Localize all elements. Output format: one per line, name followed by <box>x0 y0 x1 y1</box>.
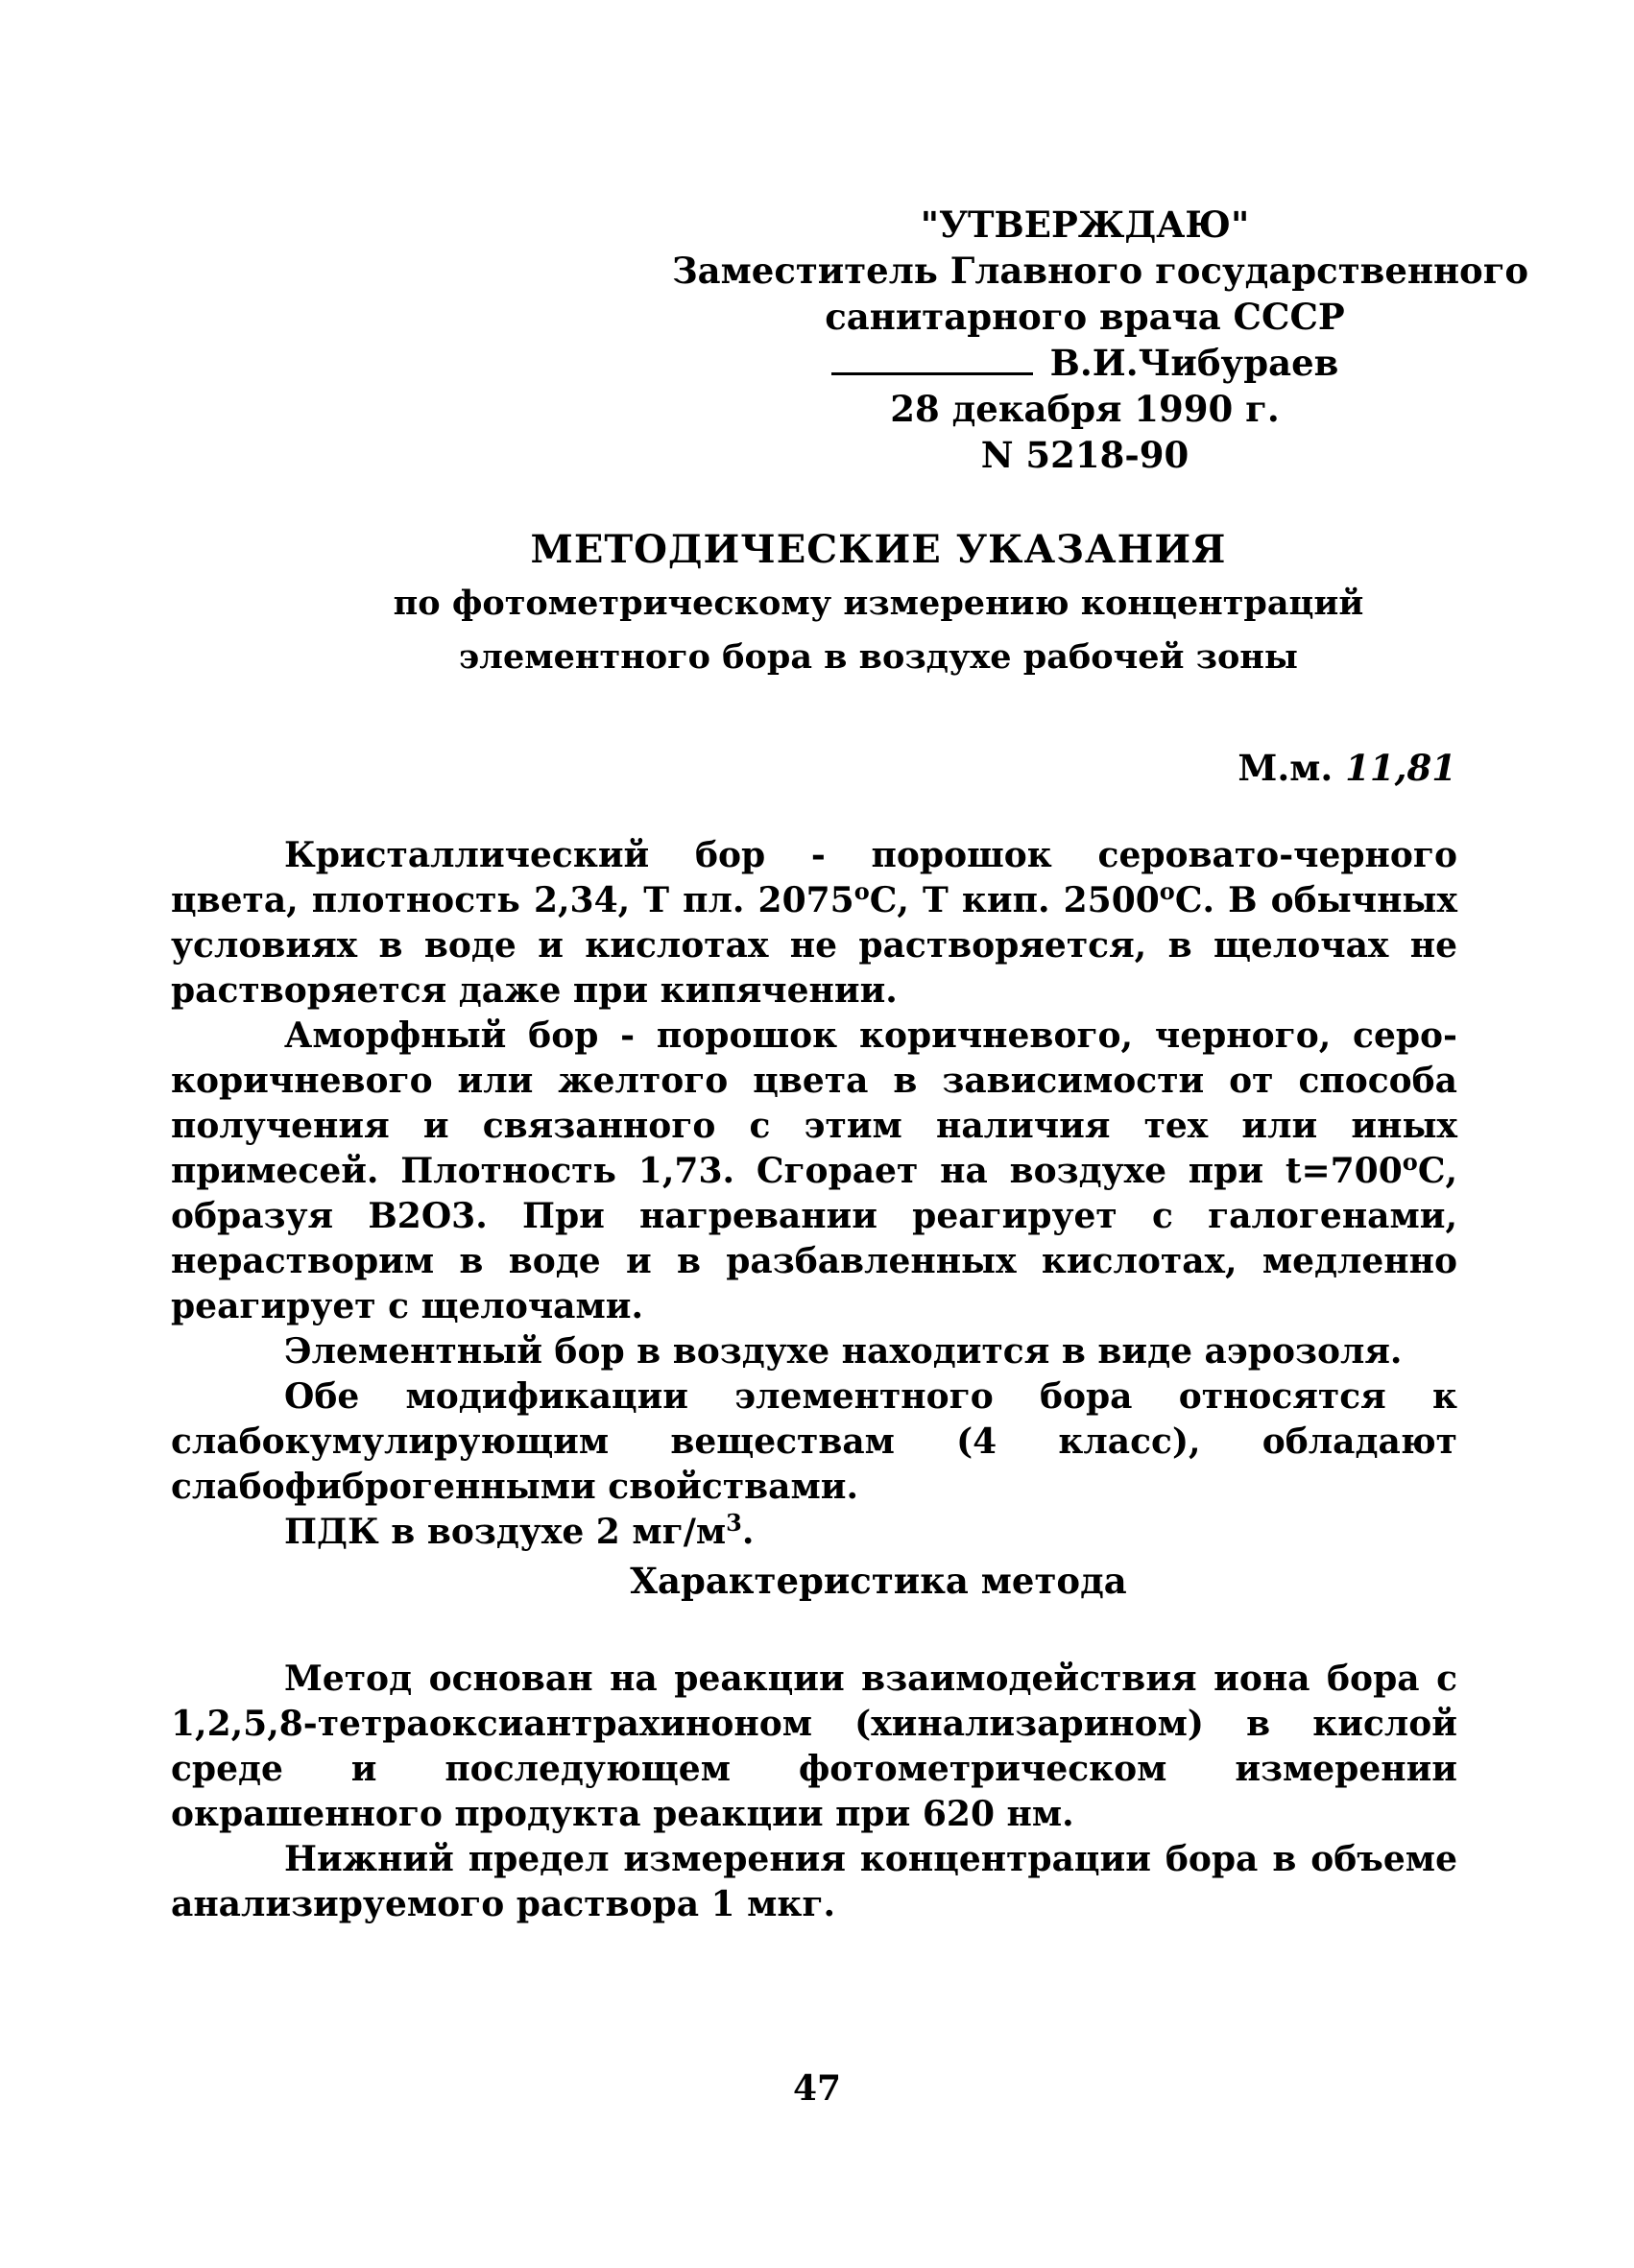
approval-position-line1: Заместитель Главного государственного <box>672 250 1529 292</box>
page-number: 47 <box>792 2068 842 2109</box>
method-section <box>171 1657 1457 1927</box>
degree-sup: о <box>1402 1148 1418 1176</box>
text-run: С, образуя В2О3. При нагревании реагирует с галогенами, нерастворим в воде и в разбавленных кислотах, медленно реагирует с щелочами. <box>171 1151 1457 1326</box>
text-run: С. В обычных условиях в воде и кислотах не растворяется, в щелочах не растворяется даже при кипячении. <box>171 880 1457 1011</box>
section-heading-method: Характеристика метода <box>630 1560 1127 1602</box>
paragraph-mac <box>171 1510 1457 1555</box>
paragraph-amorphous-boron <box>171 1014 1457 1329</box>
text-run: . <box>741 1512 755 1552</box>
approval-block <box>672 202 1529 478</box>
degree-sup: о <box>1159 877 1175 905</box>
approval-number: N 5218-90 <box>980 434 1189 476</box>
document-title: МЕТОДИЧЕСКИЕ УКАЗАНИЯ <box>530 527 1227 572</box>
molecular-mass-label: М.м. <box>1238 747 1334 789</box>
text-run: ПДК в воздухе 2 мг/м <box>284 1512 727 1552</box>
cube-sup: 3 <box>726 1509 742 1537</box>
signature-blank <box>831 342 1033 375</box>
text-run: Аморфный бор - порошок коричневого, черного, серо-коричневого или желтого цвета в зависимости от способа получения и связанного с этим наличия тех или иных примесей. Плотность 1,73. Сгорает на воздухе при t=700 <box>171 1015 1457 1191</box>
molecular-mass-value: 11,81 <box>1345 747 1456 789</box>
paragraph-modifications: Обе модификации элементного бора относятся к слабокумулирующим веществам (4 класс), обладают слабофиброгенными свойствами. <box>171 1376 1457 1507</box>
text-run: С, Т кип. 2500 <box>869 880 1160 920</box>
approval-signatory: В.И.Чибураев <box>1049 342 1339 384</box>
title-block <box>240 523 1517 684</box>
document-subtitle-line1: по фотометрическому измерению концентраций <box>393 584 1364 623</box>
approval-date: 28 декабря 1990 г. <box>890 388 1280 430</box>
degree-sup: о <box>853 877 870 905</box>
paragraph-detection-limit: Нижний предел измерения концентрации бора в объеме анализируемого раствора 1 мкг. <box>171 1839 1457 1924</box>
approval-stamp: "УТВЕРЖДАЮ" <box>920 203 1250 246</box>
paragraph-method-basis: Метод основан на реакции взаимодействия иона бора с 1,2,5,8-тетраоксиантрахиноном (хинализарином) в кислой среде и последующем фотометрическом измерении окрашенного продукта реакции при 620 нм. <box>171 1659 1457 1834</box>
description-section <box>171 833 1457 1555</box>
text-run: Кристаллический бор - порошок серовато-черного цвета, плотность 2,34, Т пл. 2075 <box>171 835 1457 920</box>
paragraph-crystalline-boron <box>171 833 1457 1014</box>
molecular-mass <box>1238 744 1456 792</box>
approval-position-line2: санитарного врача СССР <box>825 296 1345 338</box>
approval-signature-line <box>672 340 1498 386</box>
paragraph-aerosol: Элементный бор в воздухе находится в виде аэрозоля. <box>284 1331 1403 1372</box>
document-subtitle-line2: элементного бора в воздухе рабочей зоны <box>458 637 1298 677</box>
